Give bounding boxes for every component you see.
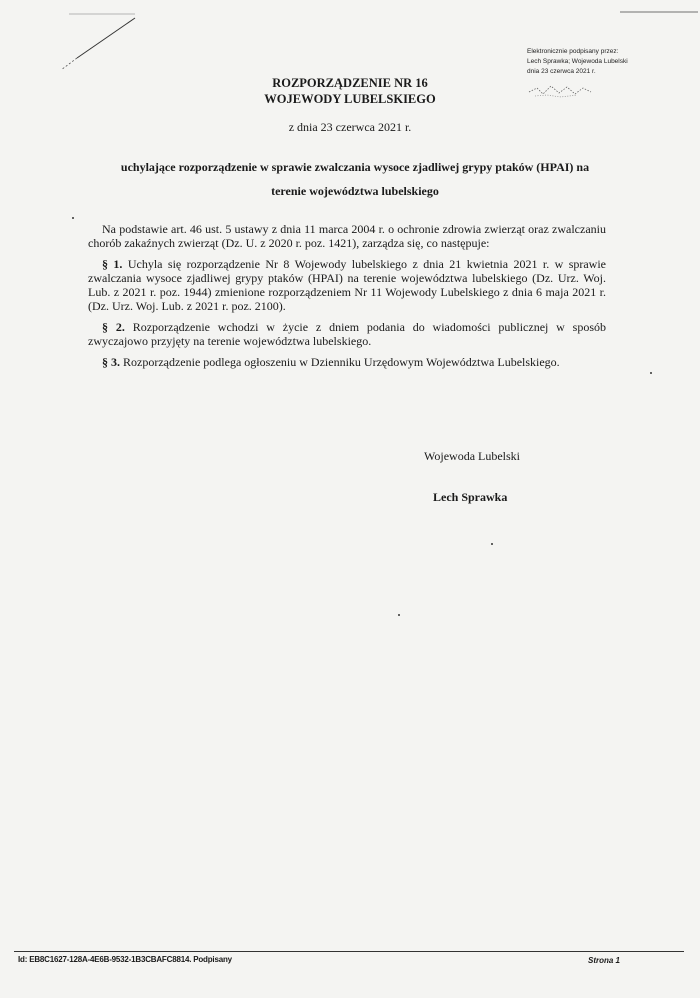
corner-scan-mark bbox=[55, 10, 145, 80]
electronic-signature-stamp bbox=[527, 47, 687, 77]
subject-line-2: terenie województwa lubelskiego bbox=[271, 184, 439, 198]
preamble: Na podstawie art. 46 ust. 5 ustawy z dnia 11 marca 2004 r. o ochronie zdrowia zwierząt oraz zwalczaniu chorób zakaźnych zwierząt (Dz. U. z 2020 r. poz. 1421), zarządza się, co następuje: bbox=[88, 222, 606, 250]
document-title bbox=[200, 75, 500, 107]
footer-divider bbox=[14, 951, 684, 952]
scan-speck bbox=[650, 372, 652, 374]
paragraph-1-number: § 1. bbox=[102, 257, 123, 271]
paragraph-3-text: Rozporządzenie podlega ogłoszeniu w Dzienniku Urzędowym Województwa Lubelskiego. bbox=[123, 355, 560, 369]
paragraph-1 bbox=[88, 257, 606, 313]
scan-speck bbox=[72, 217, 74, 219]
title-line-1: ROZPORZĄDZENIE NR 16 bbox=[272, 76, 428, 90]
paragraph-3-number: § 3. bbox=[102, 355, 120, 369]
stamp-line-date: dnia 23 czerwca 2021 r. bbox=[527, 68, 596, 75]
signatory-name: Lech Sprawka bbox=[433, 490, 508, 504]
subject-line-1: uchylające rozporządzenie w sprawie zwalczania wysoce zjadliwej grypy ptaków (HPAI) na bbox=[120, 160, 590, 174]
stamp-scribble-icon bbox=[527, 82, 597, 100]
stamp-line-signer: Lech Sprawka; Wojewoda Lubelski bbox=[527, 58, 628, 65]
title-line-2: WOJEWODY LUBELSKIEGO bbox=[264, 92, 436, 106]
paragraph-3 bbox=[88, 355, 606, 369]
stamp-line-signed-by: Elektronicznie podpisany przez: bbox=[527, 48, 619, 55]
scan-speck bbox=[491, 543, 493, 545]
footer-document-id: Id: EB8C1627-128A-4E6B-9532-1B3CBAFC8814. Podpisany bbox=[18, 955, 232, 964]
paragraph-1-text: Uchyla się rozporządzenie Nr 8 Wojewody lubelskiego z dnia 21 kwietnia 2021 r. w sprawie zwalczania wysoce zjadliwej grypy ptaków (HPAI) na terenie województwa lubelskiego (Dz. Urz. Woj. Lub. z 2021 r. poz. 1944) zmienione rozporządzeniem Nr 11 Wojewody Lubelskiego z dnia 6 maja 2021 r. (Dz. Urz. Woj. Lub. z 2021 r. poz. 2100). bbox=[88, 257, 607, 313]
paragraph-2-text: Rozporządzenie wchodzi w życie z dniem podania do wiadomości publicznej w sposób zwyczajowo przyjęty na terenie województwa lubelskiego. bbox=[88, 320, 607, 348]
signatory-title: Wojewoda Lubelski bbox=[424, 449, 521, 463]
scan-speck bbox=[398, 614, 400, 616]
document-body bbox=[88, 222, 606, 376]
document-date: z dnia 23 czerwca 2021 r. bbox=[288, 120, 412, 134]
corner-scan-mark-right bbox=[600, 4, 700, 24]
document-subject bbox=[80, 155, 630, 203]
paragraph-2 bbox=[88, 320, 606, 348]
footer-page-number: Strona 1 bbox=[588, 956, 621, 965]
paragraph-2-number: § 2. bbox=[102, 320, 125, 334]
